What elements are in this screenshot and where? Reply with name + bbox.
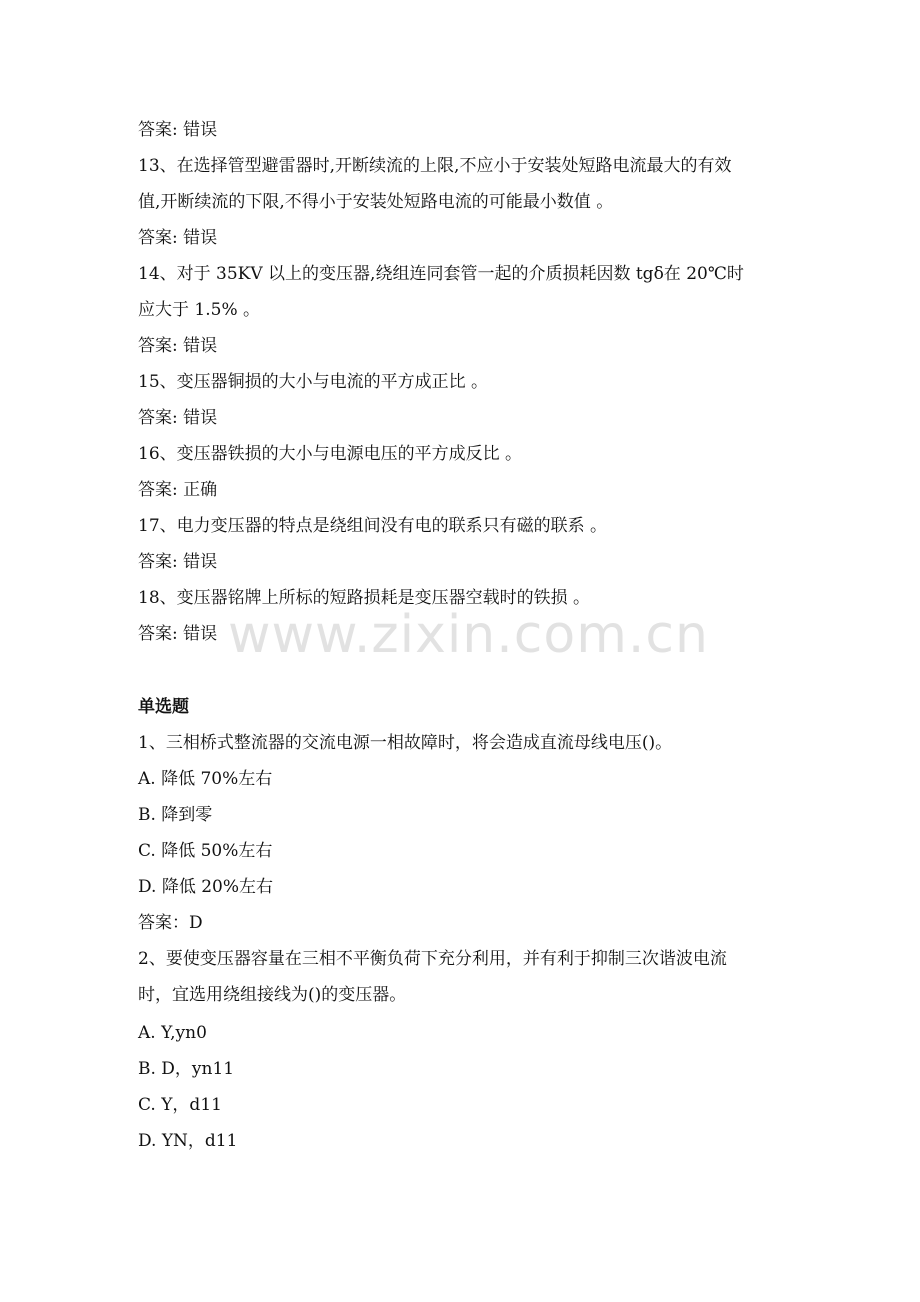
- question-13-line-1: 13、在选择管型避雷器时,开断续流的上限,不应小于安装处短路电流最大的有效: [138, 156, 732, 176]
- section-heading: 单选题: [138, 697, 189, 717]
- option-d: D. 降低 20%左右: [138, 877, 274, 897]
- question-15: 15、变压器铜损的大小与电流的平方成正比 。: [138, 372, 489, 392]
- answer-line: 答案: 错误: [138, 336, 218, 356]
- option-c: C. Y，d11: [138, 1095, 222, 1115]
- answer-line: 答案: 错误: [138, 228, 218, 248]
- question-14-line-1: 14、对于 35KV 以上的变压器,绕组连同套管一起的介质损耗因数 tgδ在 20℃时: [138, 264, 744, 284]
- question-18: 18、变压器铭牌上所标的短路损耗是变压器空载时的铁损 。: [138, 588, 591, 608]
- option-b: B. 降到零: [138, 805, 213, 825]
- question-13-line-2: 值,开断续流的下限,不得小于安装处短路电流的可能最小数值 。: [138, 192, 614, 212]
- option-a: A. Y,yn0: [138, 1023, 207, 1043]
- option-d: D. YN，d11: [138, 1131, 238, 1151]
- answer-line: 答案: 错误: [138, 120, 218, 140]
- option-a: A. 降低 70%左右: [138, 769, 273, 789]
- answer-line: 答案：D: [138, 913, 203, 933]
- question-2-stem-line-1: 2、要使变压器容量在三相不平衡负荷下充分利用，并有利于抑制三次谐波电流: [138, 949, 727, 969]
- question-2-stem-line-2: 时，宜选用绕组接线为()的变压器。: [138, 985, 407, 1005]
- answer-line: 答案: 错误: [138, 552, 218, 572]
- option-b: B. D，yn11: [138, 1059, 235, 1079]
- question-1-stem: 1、三相桥式整流器的交流电源一相故障时，将会造成直流母线电压()。: [138, 733, 673, 753]
- answer-line: 答案: 正确: [138, 480, 218, 500]
- answer-line: 答案: 错误: [138, 624, 218, 644]
- question-16: 16、变压器铁损的大小与电源电压的平方成反比 。: [138, 444, 523, 464]
- question-17: 17、电力变压器的特点是绕组间没有电的联系只有磁的联系 。: [138, 516, 608, 536]
- answer-line: 答案: 错误: [138, 408, 218, 428]
- option-c: C. 降低 50%左右: [138, 841, 273, 861]
- question-14-line-2: 应大于 1.5% 。: [138, 300, 260, 320]
- watermark: www.zixin.com.cn: [228, 605, 709, 665]
